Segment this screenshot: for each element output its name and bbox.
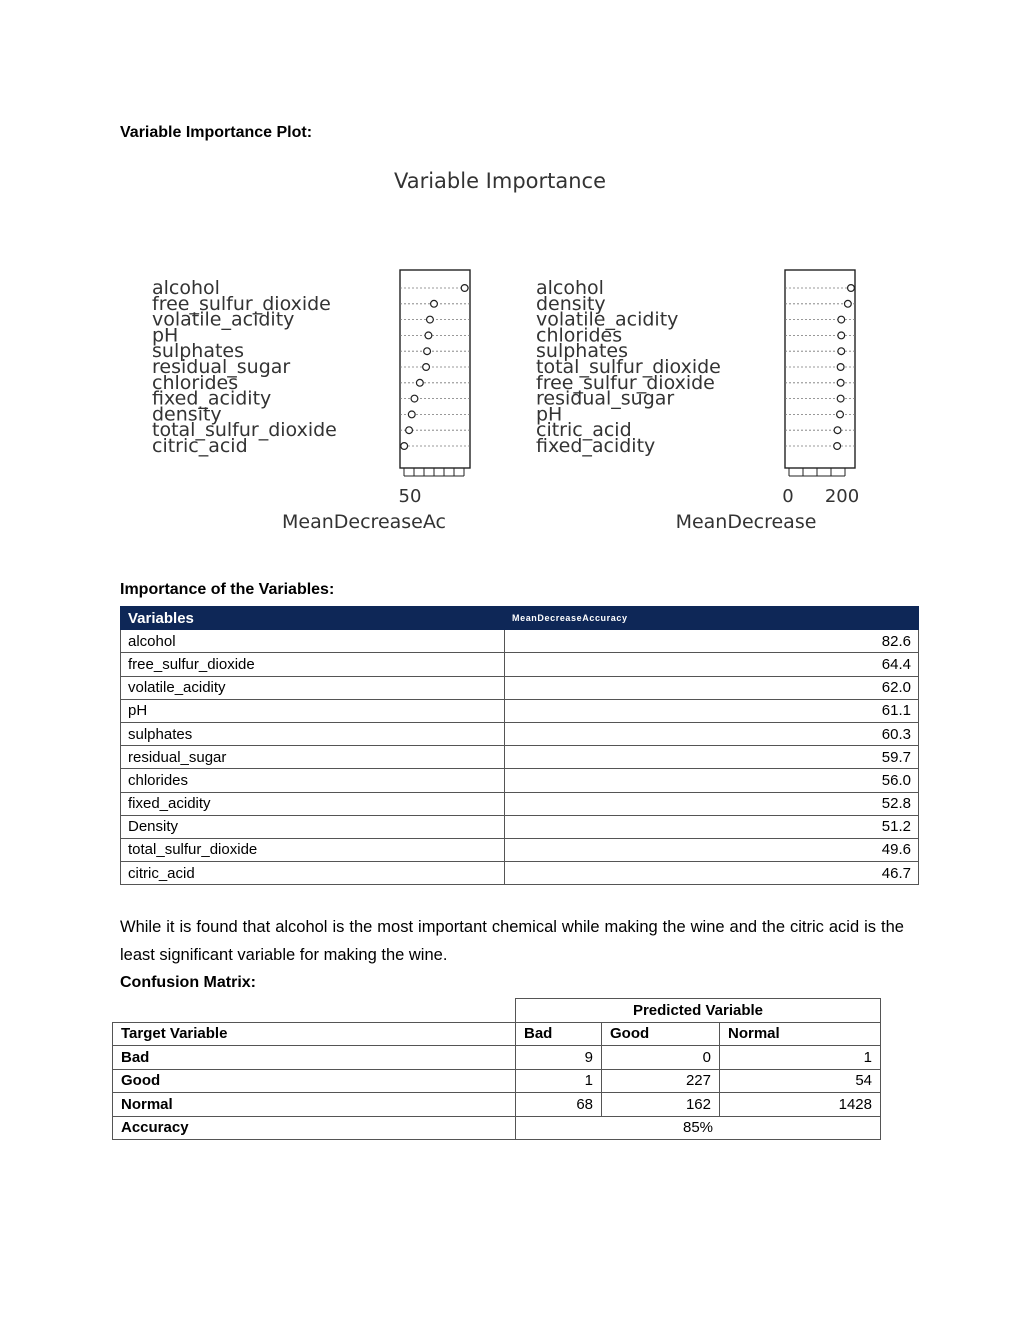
table-row: [121, 699, 919, 722]
importance-point: [431, 300, 438, 307]
variable-label: sulphates: [536, 340, 629, 363]
importance-point: [406, 427, 413, 434]
table-row: [121, 838, 919, 861]
variable-name-cell: total_sulfur_dioxide: [121, 838, 505, 861]
variable-importance-chart: [140, 160, 900, 530]
importance-point: [848, 285, 855, 292]
confusion-heading: Confusion Matrix:: [120, 974, 256, 991]
importance-value-cell: 82.6: [505, 630, 919, 653]
importance-point: [834, 443, 841, 450]
importance-point: [837, 379, 844, 386]
tick-label: 200: [824, 486, 860, 507]
variable-label: citric_acid: [152, 435, 248, 457]
variable-label: residual_sugar: [152, 356, 291, 378]
x-axis-label: MeanDecreaseAc: [282, 511, 446, 530]
variable-label: density: [536, 292, 606, 315]
cell-value: 162: [602, 1093, 720, 1117]
confusion-predicted-row: [113, 999, 881, 1023]
variable-label: citric_acid: [536, 419, 632, 442]
variable-label: alcohol: [536, 277, 604, 299]
table-header-row: [121, 607, 919, 630]
importance-point: [837, 364, 844, 371]
importance-value-cell: 61.1: [505, 699, 919, 722]
conclusion-paragraph: While it is found that alcohol is the most important chemical while making the wine and the citric acid is the least significant variable for making the wine.: [120, 918, 904, 964]
variable-label: chlorides: [152, 371, 239, 394]
row-label: Normal: [113, 1093, 516, 1117]
row-label: Good: [113, 1069, 516, 1093]
cell-value: 1: [720, 1046, 881, 1070]
variable-label: volatile_acidity: [536, 308, 679, 331]
confusion-row-good: [113, 1069, 881, 1093]
predicted-variable-header: Predicted Variable: [516, 999, 881, 1023]
variable-label: sulphates: [152, 340, 245, 363]
importance-value-cell: 62.0: [505, 676, 919, 699]
confusion-row-normal: [113, 1093, 881, 1117]
empty-cell: [113, 999, 516, 1023]
importance-point: [837, 395, 844, 402]
variable-label: pH: [536, 403, 563, 426]
importance-point: [838, 332, 845, 339]
column-header-bad: Bad: [516, 1022, 602, 1046]
cell-value: 9: [516, 1046, 602, 1070]
tick-label: 50: [398, 486, 422, 507]
importance-point: [411, 395, 418, 402]
importance-point: [838, 316, 845, 323]
variable-name-cell: Density: [121, 815, 505, 838]
table-row: [121, 815, 919, 838]
variable-name-cell: pH: [121, 699, 505, 722]
variable-label: free_sulfur_dioxide: [152, 292, 331, 315]
variable-name-cell: residual_sugar: [121, 746, 505, 769]
confusion-row-accuracy: [113, 1116, 881, 1140]
importance-value-cell: 59.7: [505, 746, 919, 769]
importance-point: [461, 285, 468, 292]
table-row: [121, 653, 919, 676]
variable-label: free_sulfur_dioxide: [536, 371, 715, 394]
variable-label: residual_sugar: [536, 387, 675, 410]
variable-label: total_sulfur_dioxide: [152, 419, 337, 442]
importance-point: [416, 379, 423, 386]
importance-point: [838, 348, 845, 355]
accuracy-value: 85%: [516, 1116, 881, 1140]
variable-name-cell: sulphates: [121, 722, 505, 745]
row-label: Bad: [113, 1046, 516, 1070]
variable-label: volatile_acidity: [152, 308, 295, 331]
importance-heading: Importance of the Variables:: [120, 581, 335, 598]
table-row: [121, 676, 919, 699]
chart-title: Variable Importance: [393, 169, 607, 193]
chart-panel-accuracy: [152, 270, 470, 530]
target-variable-header: Target Variable: [113, 1022, 516, 1046]
variable-label: chlorides: [536, 324, 623, 347]
cell-value: 54: [720, 1069, 881, 1093]
table-row: [121, 722, 919, 745]
variable-label: alcohol: [152, 277, 220, 299]
variable-name-cell: volatile_acidity: [121, 676, 505, 699]
importance-value-cell: 52.8: [505, 792, 919, 815]
header-variables: Variables: [121, 607, 505, 630]
variable-name-cell: free_sulfur_dioxide: [121, 653, 505, 676]
table-row: [121, 746, 919, 769]
plot-frame: [785, 270, 855, 468]
cell-value: 1: [516, 1069, 602, 1093]
importance-point: [834, 427, 841, 434]
variable-label: fixed_acidity: [536, 435, 656, 457]
column-header-normal: Normal: [720, 1022, 881, 1046]
variable-label: pH: [152, 324, 179, 347]
importance-point: [427, 316, 434, 323]
variable-name-cell: fixed_acidity: [121, 792, 505, 815]
table-row: [121, 792, 919, 815]
table-row: [121, 769, 919, 792]
importance-point: [844, 300, 851, 307]
confusion-header-row: [113, 1022, 881, 1046]
x-axis-label: MeanDecrease: [675, 511, 817, 530]
header-mean-decrease-accuracy: MeanDecreaseAccuracy: [505, 607, 919, 630]
confusion-row-bad: [113, 1046, 881, 1070]
table-row: [121, 630, 919, 653]
plot-heading: Variable Importance Plot:: [120, 124, 313, 141]
importance-point: [401, 443, 408, 450]
importance-value-cell: 64.4: [505, 653, 919, 676]
importance-point: [423, 364, 430, 371]
variable-name-cell: chlorides: [121, 769, 505, 792]
variable-name-cell: citric_acid: [121, 862, 505, 885]
variable-label: fixed_acidity: [152, 387, 272, 410]
importance-table: [120, 606, 919, 885]
variable-name-cell: alcohol: [121, 630, 505, 653]
chart-panel-gini: [536, 270, 859, 530]
importance-value-cell: 56.0: [505, 769, 919, 792]
importance-point: [424, 348, 431, 355]
plot-frame: [400, 270, 470, 468]
confusion-matrix-table: [112, 998, 881, 1140]
accuracy-label: Accuracy: [113, 1116, 516, 1140]
column-header-good: Good: [602, 1022, 720, 1046]
cell-value: 0: [602, 1046, 720, 1070]
importance-point: [408, 411, 415, 418]
cell-value: 1428: [720, 1093, 881, 1117]
importance-value-cell: 46.7: [505, 862, 919, 885]
importance-point: [425, 332, 432, 339]
cell-value: 68: [516, 1093, 602, 1117]
table-row: [121, 862, 919, 885]
tick-label: 0: [782, 486, 794, 507]
importance-value-cell: 49.6: [505, 838, 919, 861]
variable-label: total_sulfur_dioxide: [536, 356, 721, 378]
cell-value: 227: [602, 1069, 720, 1093]
variable-label: density: [152, 403, 222, 426]
importance-point: [837, 411, 844, 418]
importance-value-cell: 51.2: [505, 815, 919, 838]
importance-value-cell: 60.3: [505, 722, 919, 745]
